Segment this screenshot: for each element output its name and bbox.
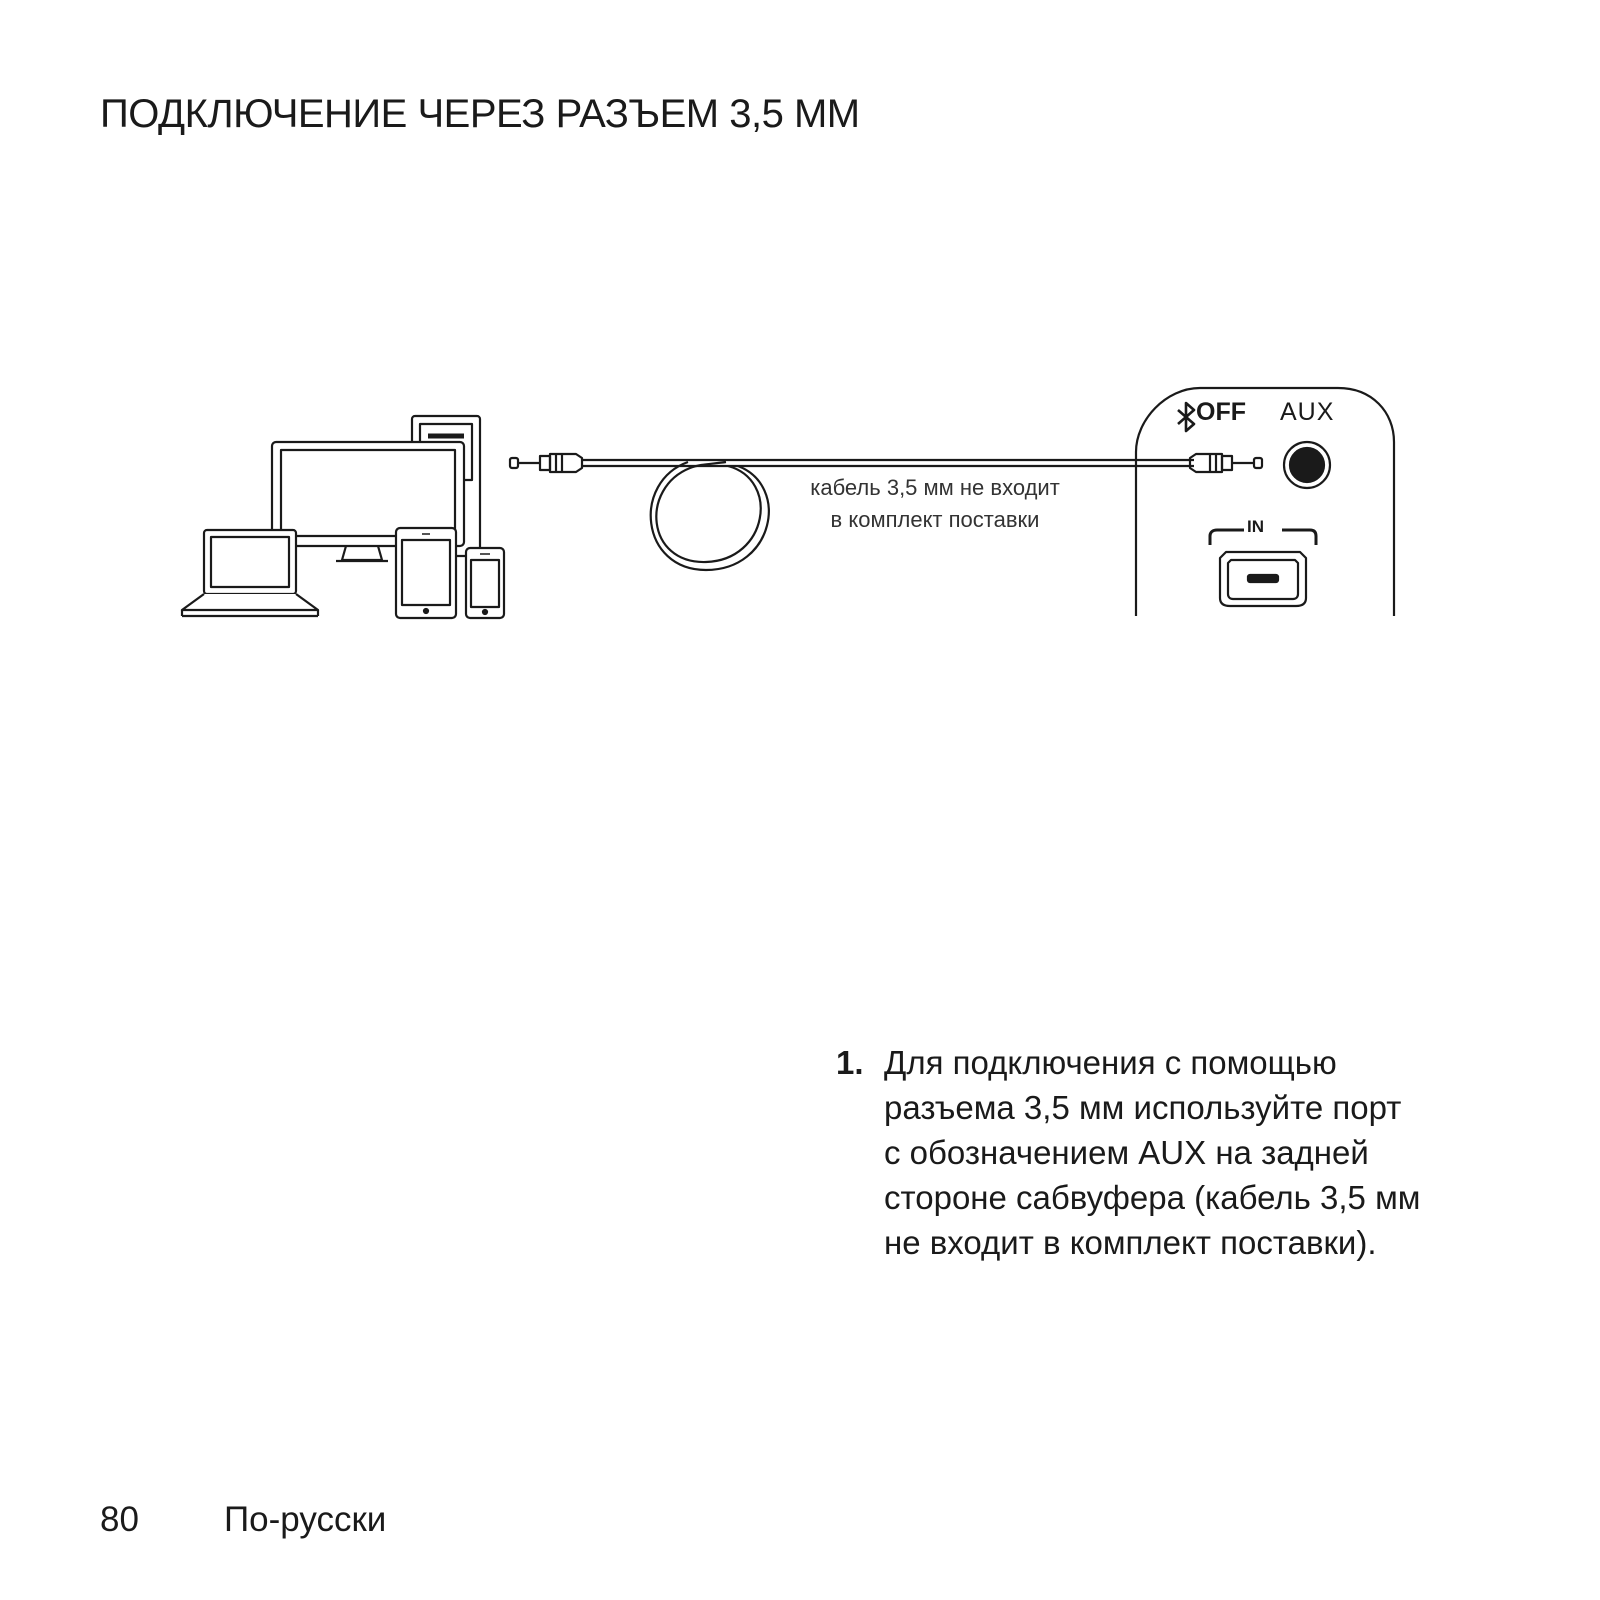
in-label: IN <box>1244 517 1267 537</box>
tablet-icon <box>396 528 456 618</box>
cable-note <box>790 472 1080 536</box>
smartphone-icon <box>466 548 504 618</box>
instruction-step <box>836 1040 1436 1265</box>
step-text <box>884 1040 1436 1265</box>
bluetooth-icon <box>1178 403 1194 431</box>
footer-language: По-русски <box>224 1500 387 1539</box>
step-text-line: не входит в комплект поставки). <box>884 1224 1377 1261</box>
step-text-line: с обозначением AUX на задней <box>884 1134 1369 1171</box>
step-text-line: стороне сабвуфера (кабель 3,5 мм <box>884 1179 1421 1216</box>
micro-usb-port-icon[interactable] <box>1220 552 1306 606</box>
cable-note-line: кабель 3,5 мм не входит <box>810 475 1060 500</box>
step-text-line: разъема 3,5 мм используйте порт <box>884 1089 1402 1126</box>
aux-jack-icon[interactable] <box>1284 442 1330 488</box>
step-number: 1. <box>836 1044 864 1081</box>
bluetooth-off-label: OFF <box>1196 398 1246 426</box>
cable-note-line: в комплект поставки <box>830 507 1040 532</box>
page-title: ПОДКЛЮЧЕНИЕ ЧЕРЕЗ РАЗЪЕМ 3,5 ММ <box>100 92 860 136</box>
step-text-line: Для подключения с помощью <box>884 1044 1337 1081</box>
aux-label: AUX <box>1280 398 1335 426</box>
page-number: 80 <box>100 1500 139 1539</box>
